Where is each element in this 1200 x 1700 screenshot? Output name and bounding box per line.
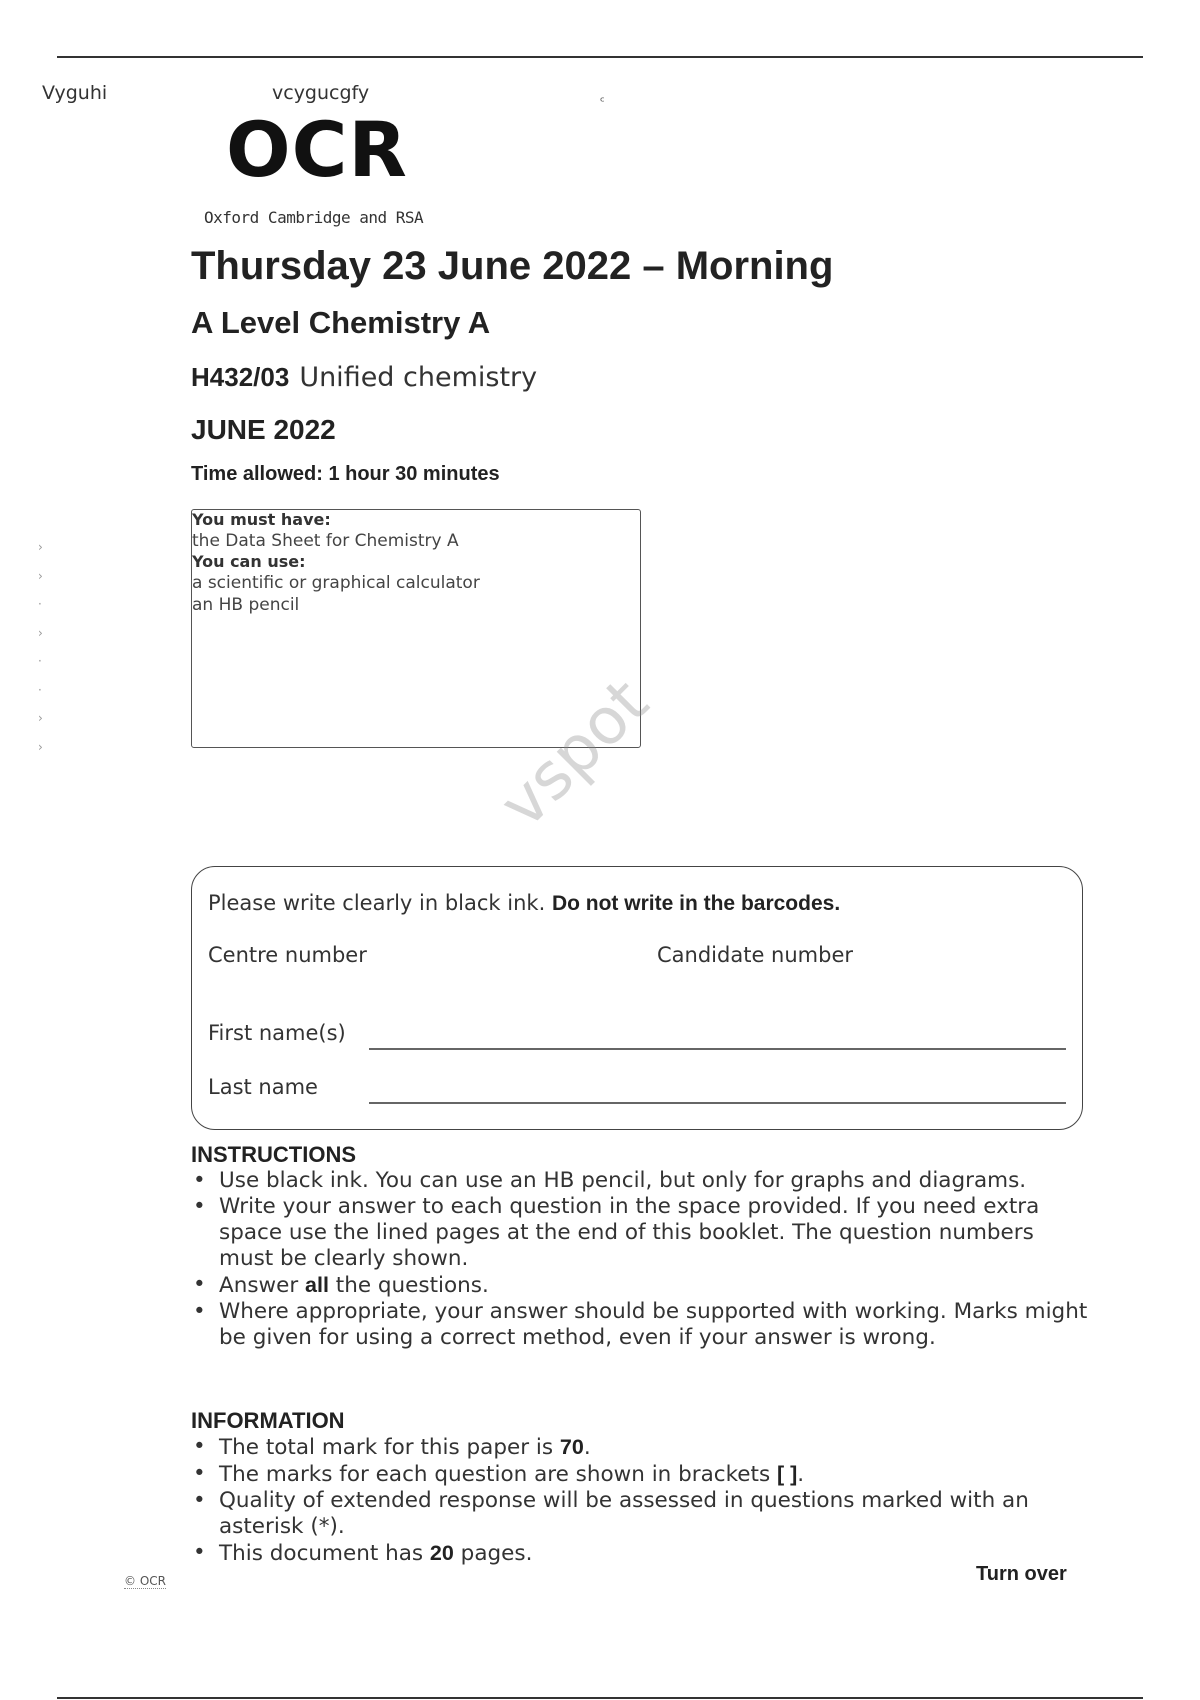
header-mid-text: vcygucgfy: [272, 82, 370, 104]
margin-tick: ·: [38, 682, 42, 697]
ocr-logo-subtitle: Oxford Cambridge and RSA: [204, 208, 424, 227]
exam-subject: A Level Chemistry A: [191, 305, 491, 340]
top-rule: [57, 56, 1143, 58]
instruction-item: • Answer all the questions.: [191, 1272, 1091, 1299]
last-name-field[interactable]: [369, 1102, 1066, 1104]
can-use-label: You can use:: [192, 552, 306, 571]
write-instruction-bold: Do not write in the barcodes.: [551, 892, 841, 915]
header-left-text: Vyguhi: [42, 82, 108, 104]
watermark: vspot: [486, 665, 663, 843]
turn-over: Turn over: [976, 1563, 1067, 1585]
margin-tick: ›: [38, 739, 43, 754]
bottom-rule: [57, 1697, 1143, 1699]
can-use-item: an HB pencil: [192, 595, 300, 615]
paper-code-line: [191, 362, 537, 393]
instruction-item: • Where appropriate, your answer should be supported with working. Marks might be given for using a correct method, even if your answer is wrong.: [191, 1299, 1091, 1351]
time-allowed: Time allowed: 1 hour 30 minutes: [191, 463, 500, 485]
margin-tick: ›: [38, 625, 43, 640]
information-item: • Quality of extended response will be assessed in questions marked with an asterisk (*).: [191, 1488, 1091, 1540]
instruction-item: • Use black ink. You can use an HB pencil, but only for graphs and diagrams.: [191, 1168, 1091, 1194]
ocr-logo: OCR: [226, 105, 408, 194]
write-instruction: [208, 891, 840, 916]
margin-tick: ›: [38, 568, 43, 583]
first-name-field[interactable]: [369, 1048, 1066, 1050]
exam-title: Thursday 23 June 2022 – Morning: [191, 244, 834, 288]
information-item: • The total mark for this paper is 70.: [191, 1434, 1091, 1461]
first-name-label: First name(s): [208, 1021, 346, 1045]
information-list: [191, 1434, 1091, 1567]
copyright: © OCR: [124, 1574, 166, 1588]
can-use-item: a scientific or graphical calculator: [192, 573, 480, 593]
header-mark: ᶜ: [600, 95, 605, 110]
instruction-item: • Write your answer to each question in the space provided. If you need extra space use the lined pages at the end of this booklet. The question numbers must be clearly shown.: [191, 1194, 1091, 1272]
instructions-heading: INSTRUCTIONS: [191, 1142, 356, 1167]
margin-tick: ·: [38, 597, 42, 611]
write-instruction-plain: Please write clearly in black ink.: [208, 891, 546, 915]
margin-tick: ›: [38, 711, 43, 725]
information-item: • The marks for each question are shown in brackets [ ].: [191, 1461, 1091, 1488]
paper-description: Unified chemistry: [299, 362, 538, 393]
exam-session: JUNE 2022: [191, 414, 336, 445]
margin-tick: ·: [38, 654, 42, 668]
instructions-list: [191, 1168, 1091, 1351]
information-item: • This document has 20 pages.: [191, 1540, 1091, 1567]
margin-marks: [38, 540, 43, 768]
last-name-label: Last name: [208, 1075, 318, 1099]
must-have-label: You must have:: [192, 510, 331, 529]
paper-code: H432/03: [191, 362, 290, 392]
centre-number-label: Centre number: [208, 943, 367, 967]
candidate-details-box: [191, 866, 1083, 1130]
candidate-number-label: Candidate number: [657, 943, 853, 967]
must-have-item: the Data Sheet for Chemistry A: [192, 531, 459, 551]
information-heading: INFORMATION: [191, 1408, 345, 1433]
margin-tick: ›: [38, 540, 43, 554]
